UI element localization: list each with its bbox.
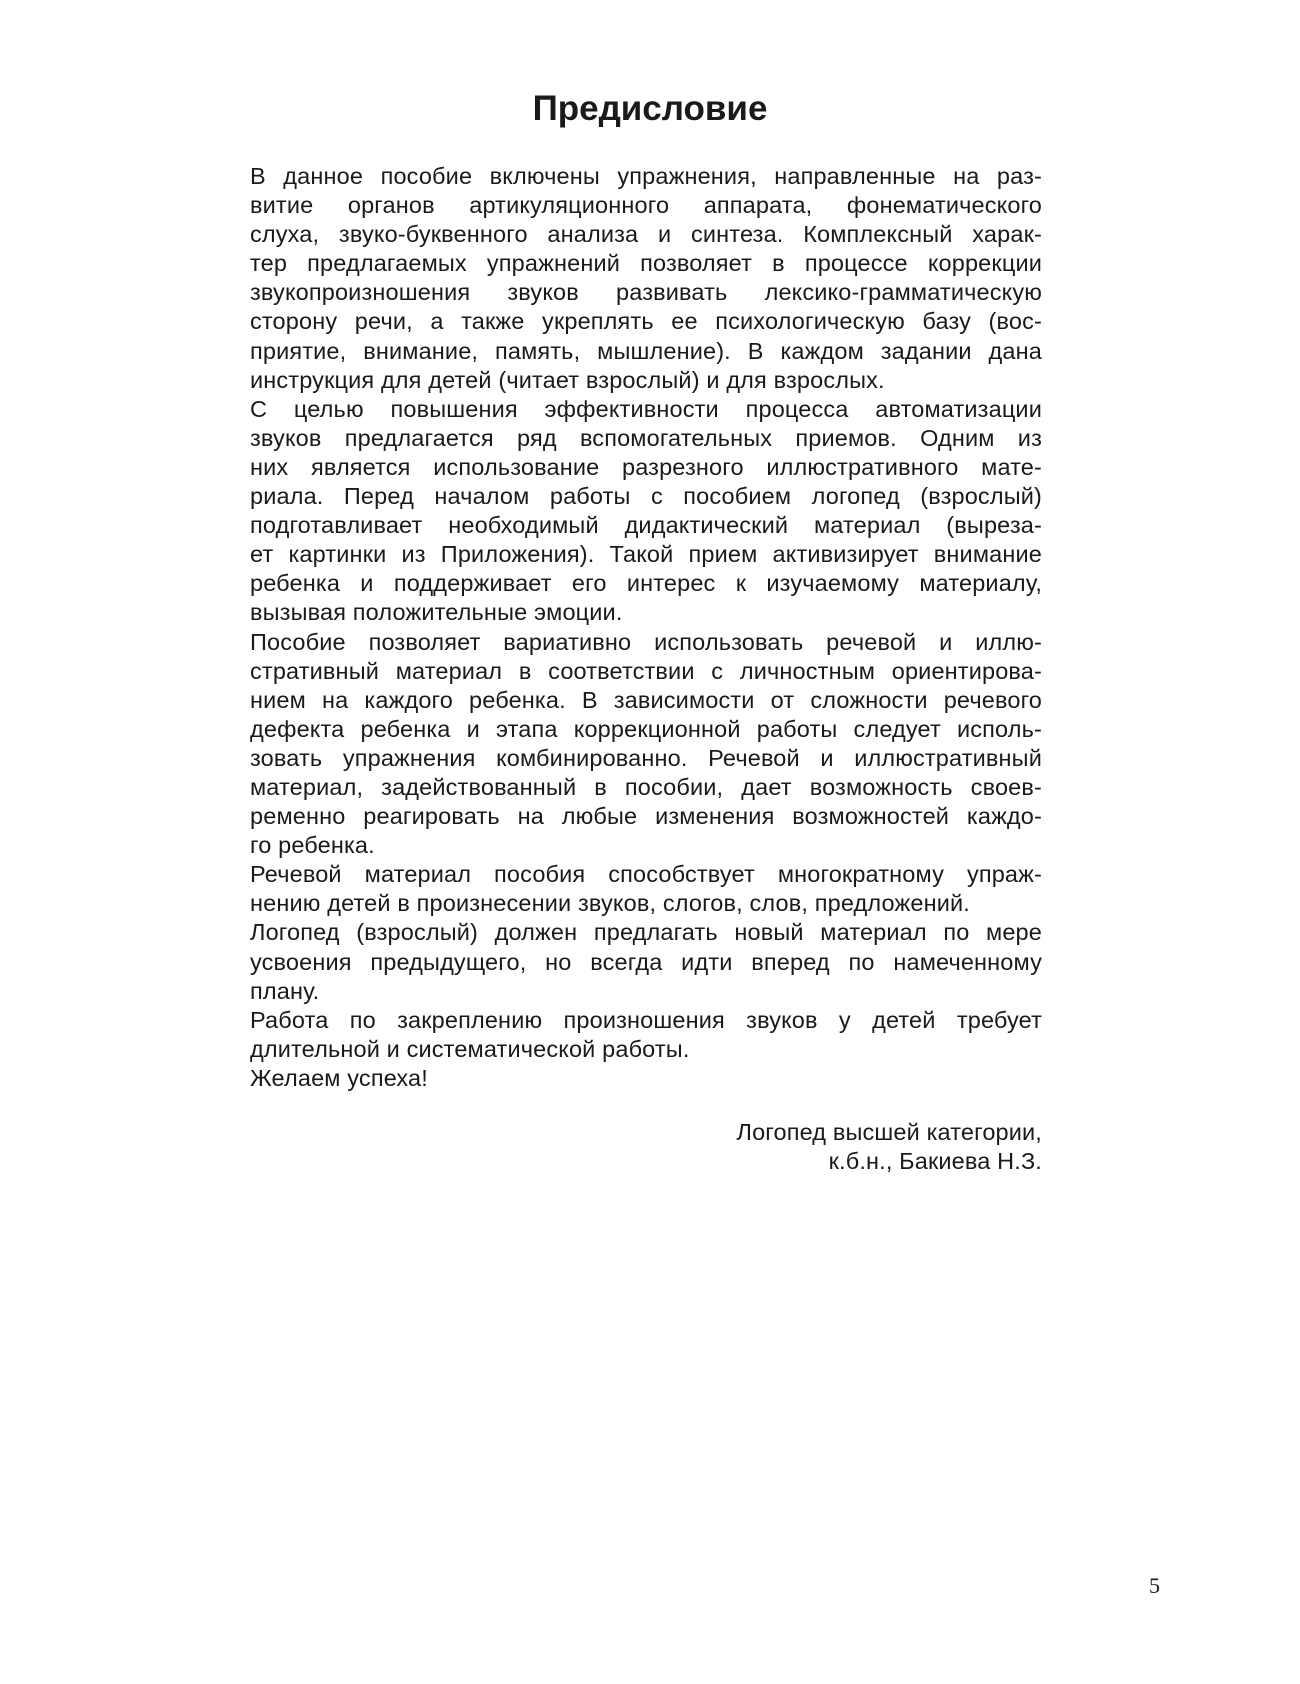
text-line: стративный материал в соответствии с личностным ориентирова-	[250, 657, 1042, 684]
signature-name: к.б.н., Бакиева Н.З.	[828, 1148, 1042, 1175]
text-line: звуков предлагается ряд вспомогательных приемов. Одним из	[250, 424, 1042, 451]
text-line: инструкция для детей (читает взрослый) и для взрослых.	[250, 366, 885, 393]
text-line: Пособие позволяет вариативно использовать речевой и иллю-	[250, 628, 1042, 655]
text-line: длительной и систематической работы.	[250, 1035, 690, 1062]
text-line: звукопроизношения звуков развивать лексико-грамматическую	[250, 279, 1042, 306]
page-number: 5	[1149, 1573, 1160, 1598]
text-line: подготавливает необходимый дидактический материал (выреза-	[250, 512, 1042, 539]
text-line: ременно реагировать на любые изменения возможностей каждо-	[250, 803, 1042, 830]
text-line: тер предлагаемых упражнений позволяет в процессе коррекции	[250, 250, 1042, 277]
text-line: плану.	[250, 977, 320, 1004]
text-line: Работа по закреплению произношения звуков у детей требует	[250, 1006, 1042, 1033]
text-line: С целью повышения эффективности процесса автоматизации	[250, 395, 1042, 422]
text-line: усвоения предыдущего, но всегда идти вперед по намеченному	[250, 948, 1042, 975]
author-signature	[737, 1118, 1043, 1176]
text-line: го ребенка.	[250, 832, 375, 859]
text-line: Логопед (взрослый) должен предлагать новый материал по мере	[250, 919, 1042, 946]
text-line: нием на каждого ребенка. В зависимости от сложности речевого	[250, 686, 1042, 713]
text-line: приятие, внимание, память, мышление). В каждом задании дана	[250, 337, 1042, 364]
text-line: зовать упражнения комбинированно. Речевой и иллюстративный	[250, 744, 1042, 771]
text-line: ребенка и поддерживает его интерес к изучаемому материалу,	[250, 570, 1042, 597]
page-title: Предисловие	[532, 89, 768, 128]
text-line: витие органов артикуляционного аппарата, фонематического	[250, 192, 1042, 219]
preface-body	[250, 162, 1042, 1093]
text-line: Речевой материал пособия способствует многократному упраж-	[250, 861, 1042, 888]
text-line: вызывая положительные эмоции.	[250, 599, 623, 626]
text-line: риала. Перед началом работы с пособием логопед (взрослый)	[250, 483, 1042, 510]
text-line: слуха, звуко-буквенного анализа и синтеза. Комплексный харак-	[250, 221, 1042, 248]
text-line: Желаем успеха!	[250, 1064, 428, 1091]
text-line: дефекта ребенка и этапа коррекционной работы следует исполь-	[250, 715, 1042, 742]
text-line: материал, задействованный в пособии, дает возможность своев-	[250, 773, 1042, 800]
text-line: них является использование разрезного иллюстративного мате-	[250, 453, 1042, 480]
text-line: нению детей в произнесении звуков, слогов, слов, предложений.	[250, 890, 970, 917]
text-line: В данное пособие включены упражнения, направленные на раз-	[250, 163, 1042, 189]
signature-title: Логопед высшей категории,	[736, 1119, 1042, 1145]
text-line: ет картинки из Приложения). Такой прием активизирует внимание	[250, 541, 1042, 568]
text-line: сторону речи, а также укреплять ее психологическую базу (вос-	[250, 308, 1042, 335]
